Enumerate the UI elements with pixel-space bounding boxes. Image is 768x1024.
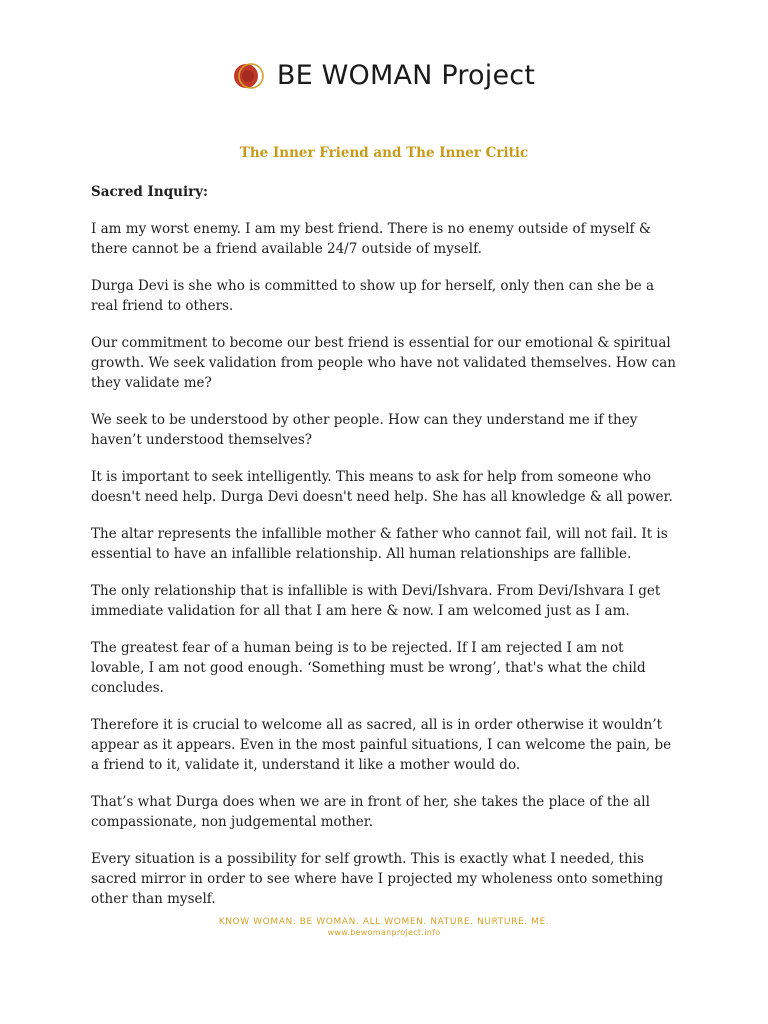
paragraph-7: The only relationship that is infallible is with Devi/Ishvara. From Devi/Ishvara I get immediate validation for all that I am here & now. I am welcomed just as I am. (91, 583, 661, 619)
document-title: The Inner Friend and The Inner Critic (239, 145, 529, 161)
paragraph-3: Our commitment to become our best friend is essential for our emotional & spiritual growth. We seek validation from people who have not validated themselves. How can they validate me? (91, 335, 676, 391)
paragraph-8: The greatest fear of a human being is to be rejected. If I am rejected I am not lovable, I am not good enough. ‘Something must be wrong’, that's what the child concludes. (91, 640, 646, 696)
paragraph-10: That’s what Durga does when we are in front of her, she takes the place of the all compassionate, non judgemental mother. (91, 794, 650, 830)
logo (0, 60, 768, 91)
section-heading: Sacred Inquiry: (91, 184, 209, 200)
paragraph-1: I am my worst enemy. I am my best friend. There is no enemy outside of myself & there cannot be a friend available 24/7 outside of myself. (91, 221, 651, 257)
footer-website: www.bewomanproject.info (327, 928, 441, 937)
paragraph-11: Every situation is a possibility for self growth. This is exactly what I needed, this sacred mirror in order to see where have I projected my wholeness onto something other than myself. (91, 851, 664, 907)
page-footer (0, 917, 768, 938)
paragraph-6: The altar represents the infallible mother & father who cannot fail, will not fail. It is essential to have an infallible relationship. All human relationships are fallible. (91, 526, 668, 562)
footer-tagline: KNOW WOMAN. BE WOMAN. ALL WOMEN. NATURE. NURTURE. ME. (218, 917, 550, 927)
paragraph-4: We seek to be understood by other people. How can they understand me if they haven’t understood themselves? (91, 412, 638, 448)
paragraph-5: It is important to seek intelligently. This means to ask for help from someone who doesn't need help. Durga Devi doesn't need help. She has all knowledge & all power. (91, 469, 673, 505)
document-body (91, 182, 681, 926)
paragraph-2: Durga Devi is she who is committed to show up for herself, only then can she be a real friend to others. (91, 278, 655, 314)
paragraph-9: Therefore it is crucial to welcome all as sacred, all is in order otherwise it wouldn’t appear as it appears. Even in the most painful situations, I can welcome the pain, be a friend to it, validate it, understand it like a mother would do. (91, 717, 672, 773)
logo-group (233, 60, 535, 91)
circle-mark-icon (233, 61, 267, 91)
logo-text: BE WOMAN Project (276, 60, 536, 91)
